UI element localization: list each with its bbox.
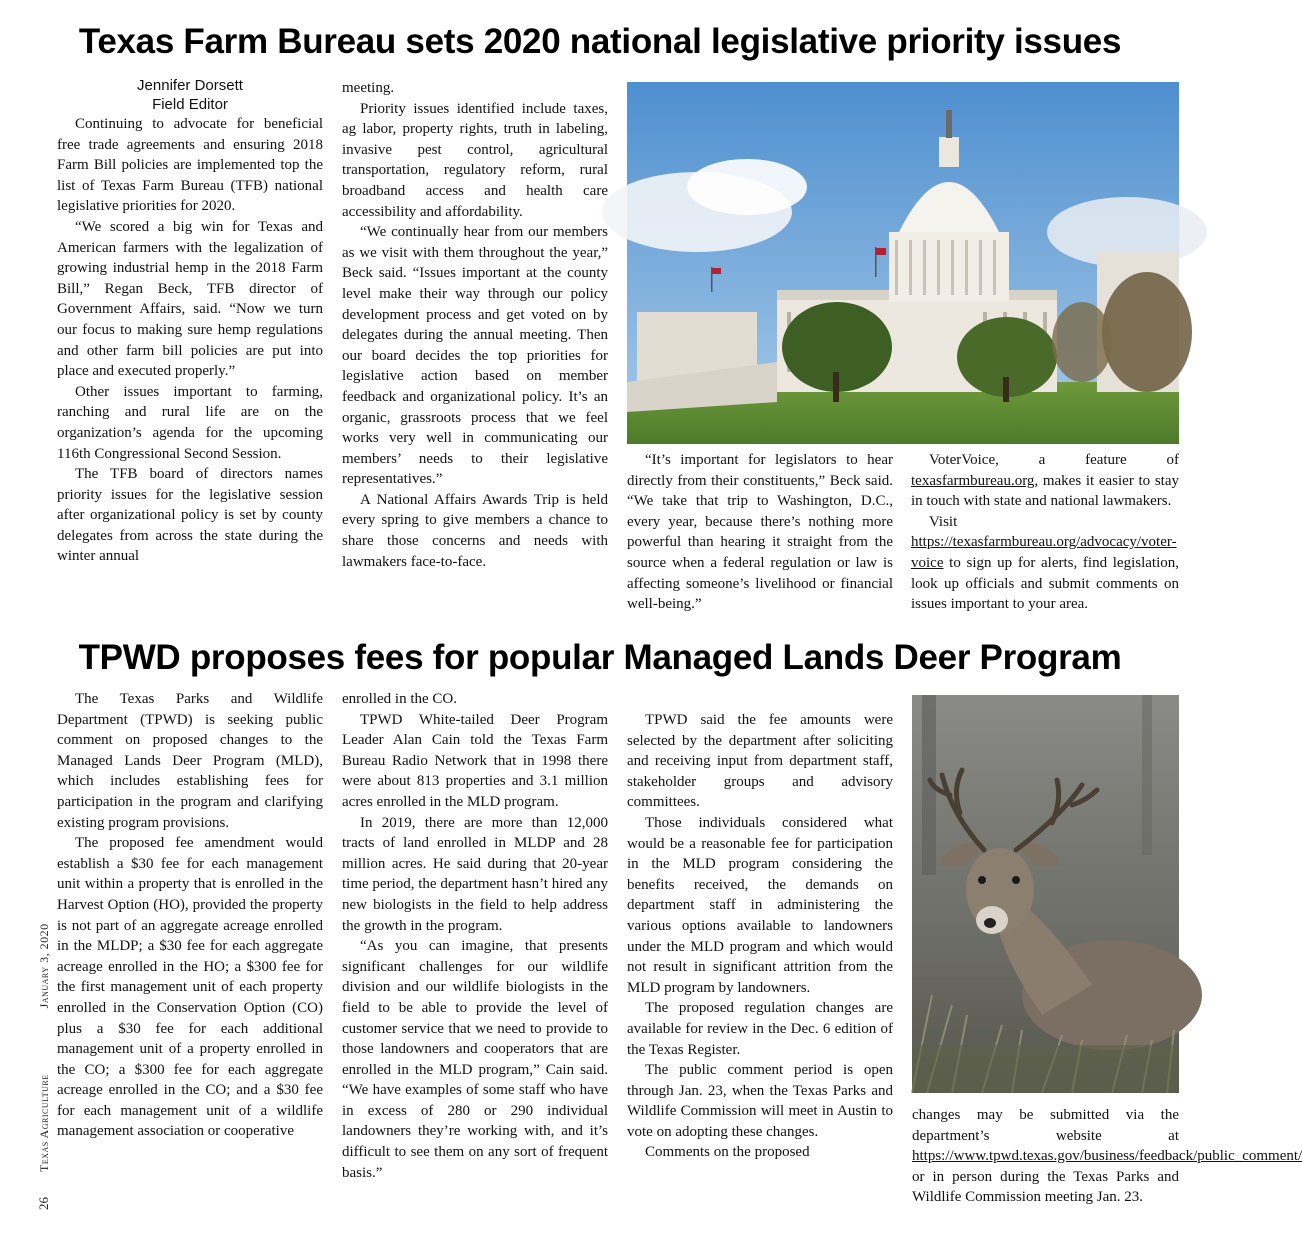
article2-column-3	[627, 710, 893, 1163]
article1-headline: Texas Farm Bureau sets 2020 national legislative priority issues	[78, 22, 1122, 61]
paragraph: Priority issues identified include taxes, ag labor, property rights, truth in labeling, invasive pest control, agricultural transportation, regulatory reform, rural broadband access and health care accessibility and affordability.	[342, 100, 608, 220]
article2-headline: TPWD proposes fees for popular Managed Lands Deer Program	[78, 638, 1122, 677]
paragraph: TPWD said the fee amounts were selected by the department after soliciting and receiving input from department staff, stakeholder groups and advisory committees.	[627, 712, 893, 811]
page-number: 26	[36, 1197, 51, 1210]
publication-date: January 3, 2020	[37, 923, 51, 1009]
paragraph: VoterVoice, a feature of texasfarmbureau.org, makes it easier to stay in touch with state and national lawmakers.	[911, 452, 1179, 510]
paragraph: The proposed fee amendment would establish a $30 fee for each management unit within a property that is enrolled in the Harvest Option (HO), provided the property is not part of an aggregate acreage enrolled in the MLDP; a $30 fee for each aggregate acreage enrolled in the HO; a $300 fee for the first management unit of each property enrolled in the Conservation Option (CO) plus a $30 fee for each additional management unit of a property enrolled in the CO; a $300 fee for each aggregate acreage enrolled in the CO; and a $30 fee for each management unit of a wildlife management association or cooperative	[57, 835, 323, 1140]
deer-photo	[912, 695, 1179, 1093]
byline	[57, 76, 323, 114]
deer-photo-icon	[912, 695, 1179, 1093]
article1-column-2	[342, 78, 608, 572]
paragraph: Other issues important to farming, ranching and rural life are on the organization’s agenda for the upcoming 116th Congressional Second Session.	[57, 383, 323, 462]
paragraph: In 2019, there are more than 12,000 tracts of land enrolled in MLDP and 28 million acres. He said during that 20-year time period, the department hasn’t hired any new biologists in the field to help address the growth in the program.	[342, 814, 608, 934]
tpwd-feedback-link[interactable]: https://www.tpwd.texas.gov/business/feedback/public_comment/	[912, 1148, 1302, 1165]
article2-column-2	[342, 689, 608, 1183]
paragraph: meeting.	[342, 80, 395, 96]
paragraph: TPWD White-tailed Deer Program Leader Alan Cain told the Texas Farm Bureau Radio Network that in 1998 there were about 813 properties and 3.1 million acres enrolled in the MLD program.	[342, 711, 608, 810]
paragraph: “We scored a big win for Texas and American farmers with the legalization of growing industrial hemp in the 2018 Farm Bill,” Regan Beck, TFB director of Government Affairs, said. “Now we turn our focus to making sure hemp regulations and other farm bill policies are put into place and executed properly.”	[57, 218, 323, 380]
article2-column-4	[912, 1105, 1302, 1208]
paragraph: “We continually hear from our members as we visit with them throughout the year,” Beck said. “Issues important at the county level make their way through our policy development process and get voted on by delegates during the annual meeting. Then our board decides the top priorities for legislative action based on member feedback and organizational policy. It’s an organic, grassroots process that we feel works very well in communicating our members’ needs to their legislative representatives.”	[342, 224, 608, 488]
article1-column-3	[627, 450, 893, 615]
texasfarmbureau-link[interactable]: texasfarmbureau.org	[911, 472, 1035, 489]
paragraph: Those individuals considered what would be a reasonable fee for participation in the MLD program considering the benefits received, the demands on department staff in administering the various options available to landowners under the MLD program and which would not result in significant attrition from the MLD program by landowners.	[627, 814, 893, 996]
paragraph: “As you can imagine, that presents significant challenges for our wildlife division and our wildlife biologists in the field to be able to provide the level of customer service that we need to provide to those landowners and cooperators that are enrolled in the MLD program,” Cain said. “We have examples of some staff who have in excess of 280 or 290 individual landowners they’re working with, and it’s difficult to see them on any sort of frequent basis.”	[342, 938, 608, 1181]
paragraph: The Texas Parks and Wildlife Department (TPWD) is seeking public comment on proposed changes to the Managed Lands Deer Program (MLD), which includes establishing fees for participation in the program and clarifying existing program provisions.	[57, 691, 323, 831]
paragraph: The proposed regulation changes are available for review in the Dec. 6 edition of the Texas Register.	[627, 1000, 893, 1058]
byline-title: Field Editor	[152, 96, 228, 113]
page-footer-vertical	[36, 923, 52, 1210]
article1-column-4	[911, 450, 1179, 615]
paragraph: Visit https://texasfarmbureau.org/advocacy/voter-voice to sign up for alerts, find legislation, look up officials and submit comments on issues important to your area.	[911, 513, 1179, 613]
article1-column-1	[57, 76, 323, 567]
paragraph: A National Affairs Awards Trip is held every spring to give members a chance to share those concerns and needs with lawmakers face-to-face.	[342, 491, 608, 570]
article2-column-1	[57, 689, 323, 1142]
capitol-photo-icon	[627, 82, 1179, 444]
byline-name: Jennifer Dorsett	[137, 77, 243, 94]
paragraph: The public comment period is open through Jan. 23, when the Texas Parks and Wildlife Commission will meet in Austin to vote on adopting these changes.	[627, 1062, 893, 1140]
capitol-photo	[627, 82, 1179, 444]
publication-name: Texas Agriculture	[37, 1074, 51, 1172]
paragraph: changes may be submitted via the department’s website at https://www.tpwd.texas.gov/business/feedback/public_comment/ or in person during the Texas Parks and Wildlife Commission meeting Jan. 23.	[912, 1107, 1302, 1206]
paragraph: The TFB board of directors names priority issues for the legislative session after organizational policy is set by county delegates from across the state during the winter annual	[57, 466, 323, 565]
voter-voice-link[interactable]: https://texasfarmbureau.org/advocacy/voter-voice	[911, 534, 1177, 571]
paragraph: Comments on the proposed	[645, 1144, 810, 1161]
paragraph: “It’s important for legislators to hear directly from their constituents,” Beck said. “We take that trip to Washington, D.C., every year, because there’s nothing more powerful than hearing it straight from the source when a federal regulation or law is affecting someone’s livelihood or financial well-being.”	[627, 452, 893, 613]
paragraph: Continuing to advocate for beneficial free trade agreements and ensuring 2018 Farm Bill policies are implemented top the list of Texas Farm Bureau (TFB) national legislative priorities for 2020.	[57, 116, 323, 215]
paragraph: enrolled in the CO.	[342, 691, 457, 707]
